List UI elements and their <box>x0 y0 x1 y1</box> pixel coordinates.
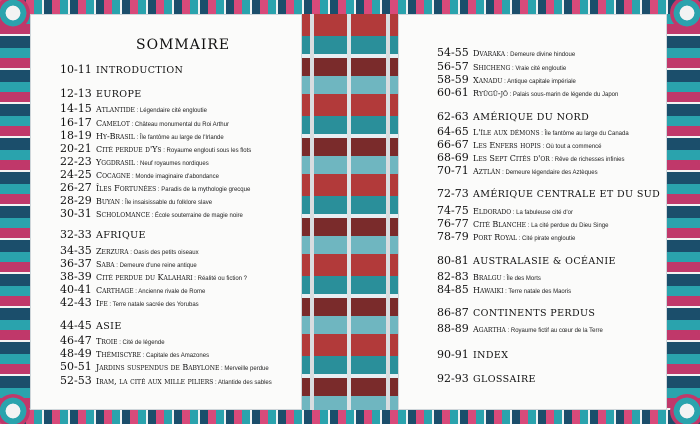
toc-page-numbers: 54-55 <box>437 46 469 59</box>
toc-entry-description: : Palais sous-marin de légende du Japon <box>507 92 619 98</box>
toc-page-numbers: 48-49 <box>60 347 92 360</box>
toc-entry-name: Yggdrasil <box>96 158 135 167</box>
toc-page-numbers: 40-41 <box>60 283 92 296</box>
toc-entry-name: Jardins suspendus de Babylone <box>96 363 220 372</box>
toc-entry-name: Scholomance <box>96 210 150 219</box>
toc-page-numbers: 68-69 <box>437 151 469 164</box>
toc-page-numbers: 22-23 <box>60 155 92 168</box>
toc-entry-name: Cocagne <box>96 171 131 180</box>
toc-entry <box>60 373 272 389</box>
toc-page-numbers: 60-61 <box>437 86 469 99</box>
toc-entry-name: Shicheng <box>473 63 511 72</box>
toc-section-title: CONTINENTS PERDUS <box>473 308 596 319</box>
toc-entry <box>437 282 571 298</box>
toc-page-numbers: 62-63 <box>437 110 469 123</box>
toc-entry-name: Buyan <box>96 197 121 206</box>
toc-section-heading <box>437 305 595 320</box>
toc-entry-description: : Antique capitale impériale <box>502 79 576 85</box>
toc-section-title: AMÉRIQUE DU NORD <box>473 112 590 123</box>
toc-entry-description: : Royaume englouti sous les flots <box>161 148 252 154</box>
toc-section-title: ASIE <box>96 321 122 332</box>
toc-entry-name: Cité perdue du Kalahari <box>96 273 193 282</box>
toc-entry <box>437 229 575 245</box>
toc-entry <box>437 321 603 337</box>
bottom-border <box>0 410 700 424</box>
toc-entry-name: Camelot <box>96 119 130 128</box>
top-border <box>0 0 700 14</box>
toc-section-heading <box>60 227 146 242</box>
flower-ornament-icon <box>670 0 700 30</box>
toc-page-numbers: 74-75 <box>437 204 469 217</box>
toc-page-numbers: 44-45 <box>60 319 92 332</box>
toc-page-numbers: 66-67 <box>437 138 469 151</box>
toc-page-numbers: 84-85 <box>437 283 469 296</box>
toc-page-numbers: 50-51 <box>60 360 92 373</box>
book-spine <box>347 14 351 410</box>
toc-entry-name: Carthage <box>96 286 134 295</box>
toc-entry-name: Cité Blanche <box>473 220 527 229</box>
toc-entry-description: : Cité de légende <box>117 340 165 346</box>
flower-ornament-icon <box>0 394 30 424</box>
toc-entry-name: Eldorado <box>473 207 512 216</box>
toc-section-title: GLOSSAIRE <box>473 374 536 385</box>
toc-entry-description: : Neuf royaumes nordiques <box>135 161 209 167</box>
toc-entry-name: Iram, la cité aux mille piliers <box>96 377 214 386</box>
toc-page-numbers: 80-81 <box>437 254 469 267</box>
toc-page-numbers: 32-33 <box>60 228 92 241</box>
toc-section-title: AUSTRALASIE & OCÉANIE <box>473 256 616 267</box>
toc-page-numbers: 26-27 <box>60 181 92 194</box>
toc-entry-description: : Réalité ou fiction ? <box>192 276 248 282</box>
toc-entry-name: Îles Fortunées <box>96 184 157 193</box>
toc-entry-name: Hawaiki <box>473 286 504 295</box>
toc-entry-name: Thémiscyre <box>96 350 142 359</box>
toc-entry <box>60 206 243 222</box>
toc-page-numbers: 12-13 <box>60 87 92 100</box>
toc-page-numbers: 88-89 <box>437 322 469 335</box>
toc-page-numbers: 58-59 <box>437 73 469 86</box>
toc-entry-name: L'île aux démons <box>473 128 540 137</box>
toc-entry-name: Ryūgū-jō <box>473 89 508 98</box>
toc-page-numbers: 52-53 <box>60 374 92 387</box>
toc-page-numbers: 30-31 <box>60 207 92 220</box>
toc-section-heading <box>437 253 616 268</box>
toc-page-numbers: 76-77 <box>437 217 469 230</box>
toc-entry-description: : Vraie cité engloutie <box>510 66 567 72</box>
toc-entry-description: : Île des Morts <box>501 276 541 282</box>
toc-entry-name: Aztlán <box>473 167 501 176</box>
toc-entry-description: : Atlantide des sables <box>213 380 272 386</box>
toc-page-numbers: 20-21 <box>60 142 92 155</box>
toc-entry-description: : La fabuleuse cité d'or <box>511 210 573 216</box>
toc-section-title: INTRODUCTION <box>96 65 184 76</box>
toc-entry-description: : Demeure divine hindoue <box>505 52 576 58</box>
toc-section-heading <box>437 109 589 124</box>
toc-entry-name: Port Royal <box>473 233 518 242</box>
toc-section-title: AFRIQUE <box>96 230 146 241</box>
toc-section-heading <box>60 318 122 333</box>
toc-entry-description: : École souterraine de magie noire <box>149 213 243 219</box>
toc-entry-description: : Ancienne rivale de Rome <box>133 289 206 295</box>
toc-page-numbers: 10-11 <box>60 63 92 76</box>
toc-page-numbers: 36-37 <box>60 257 92 270</box>
toc-entry-name: Dvaraka <box>473 49 506 58</box>
toc-page-numbers: 90-91 <box>437 348 469 361</box>
page-title: SOMMAIRE <box>136 37 231 53</box>
toc-section-heading <box>437 371 536 386</box>
toc-entry-description: : Demeure légendaire des Aztèques <box>500 170 598 176</box>
toc-entry-description: : Monde imaginaire d'abondance <box>130 174 219 180</box>
toc-entry-name: Agartha <box>473 325 506 334</box>
toc-section-title: INDEX <box>473 350 509 361</box>
toc-entry-name: Bralgu <box>473 273 502 282</box>
gutter-divider <box>310 14 314 410</box>
toc-entry-description: : Demeure d'une reine antique <box>114 263 197 269</box>
toc-page-numbers: 24-25 <box>60 168 92 181</box>
toc-entry-description: : Cité pirate engloutie <box>517 236 576 242</box>
toc-entry-name: Zerzura <box>96 247 129 256</box>
toc-entry-name: Troie <box>96 337 118 346</box>
toc-entry-description: : Île fantôme au large de l'Irlande <box>134 135 224 141</box>
toc-entry <box>437 163 598 179</box>
gutter-divider <box>386 14 390 410</box>
toc-entry-description: : Merveille perdue <box>219 366 269 372</box>
toc-entry-description: : La cité perdue du Dieu Singe <box>526 223 609 229</box>
toc-entry-description: : Terre natale sacrée des Yorubas <box>107 302 199 308</box>
toc-page-numbers: 38-39 <box>60 270 92 283</box>
flower-ornament-icon <box>670 394 700 424</box>
toc-entry-name: Les Enfers hopis <box>473 141 541 150</box>
toc-page-numbers: 92-93 <box>437 372 469 385</box>
toc-page-numbers: 78-79 <box>437 230 469 243</box>
toc-entry-description: : Île fantôme au large du Canada <box>539 131 629 137</box>
toc-entry-description: : Où tout a commencé <box>540 144 602 150</box>
toc-section-heading <box>60 62 183 77</box>
toc-page-numbers: 82-83 <box>437 270 469 283</box>
toc-entry-name: Saba <box>96 260 115 269</box>
left-edge-ornament <box>0 14 30 410</box>
toc-section-heading <box>60 86 142 101</box>
toc-page-numbers: 34-35 <box>60 244 92 257</box>
toc-entry-description: : Oasis des petits oiseaux <box>128 250 199 256</box>
toc-entry-name: Atlantide <box>96 105 135 114</box>
toc-entry-description: : Château monumental du Roi Arthur <box>129 122 229 128</box>
toc-entry-name: Cité perdue d'Ys <box>96 145 162 154</box>
toc-entry-description: : Rêve de richesses infinies <box>549 157 625 163</box>
toc-section-title: EUROPE <box>96 89 142 100</box>
toc-page-numbers: 42-43 <box>60 296 92 309</box>
toc-entry-description: : Paradis de la mythologie grecque <box>156 187 251 193</box>
toc-entry-description: : Capitale des Amazones <box>141 353 210 359</box>
toc-page-numbers: 46-47 <box>60 334 92 347</box>
toc-entry <box>437 85 618 101</box>
toc-entry-name: Ife <box>96 299 108 308</box>
toc-entry-name: Hy-Brasil <box>96 132 135 141</box>
toc-entry-description: : Île insaisissable du folklore slave <box>120 200 213 206</box>
toc-page-numbers: 72-73 <box>437 187 469 200</box>
toc-entry <box>60 295 199 311</box>
toc-entry-description: : Terre natale des Maoris <box>503 289 572 295</box>
toc-entry-description: : Légendaire cité engloutie <box>134 108 207 114</box>
toc-entry-name: Xanadu <box>473 76 503 85</box>
toc-section-heading <box>437 347 508 362</box>
toc-page-numbers: 28-29 <box>60 194 92 207</box>
toc-page-numbers: 16-17 <box>60 116 92 129</box>
toc-page-numbers: 56-57 <box>437 60 469 73</box>
toc-page-numbers: 70-71 <box>437 164 469 177</box>
toc-page-numbers: 86-87 <box>437 306 469 319</box>
toc-page-numbers: 14-15 <box>60 102 92 115</box>
toc-entry-description: : Royaume fictif au cœur de la Terre <box>505 328 603 334</box>
toc-section-heading <box>437 186 660 201</box>
toc-entry-name: Les Sept Cités d'or <box>473 154 550 163</box>
toc-page-numbers: 64-65 <box>437 125 469 138</box>
right-edge-ornament <box>667 14 700 410</box>
toc-page-numbers: 18-19 <box>60 129 92 142</box>
toc-section-title: AMÉRIQUE CENTRALE ET DU SUD <box>473 189 661 200</box>
